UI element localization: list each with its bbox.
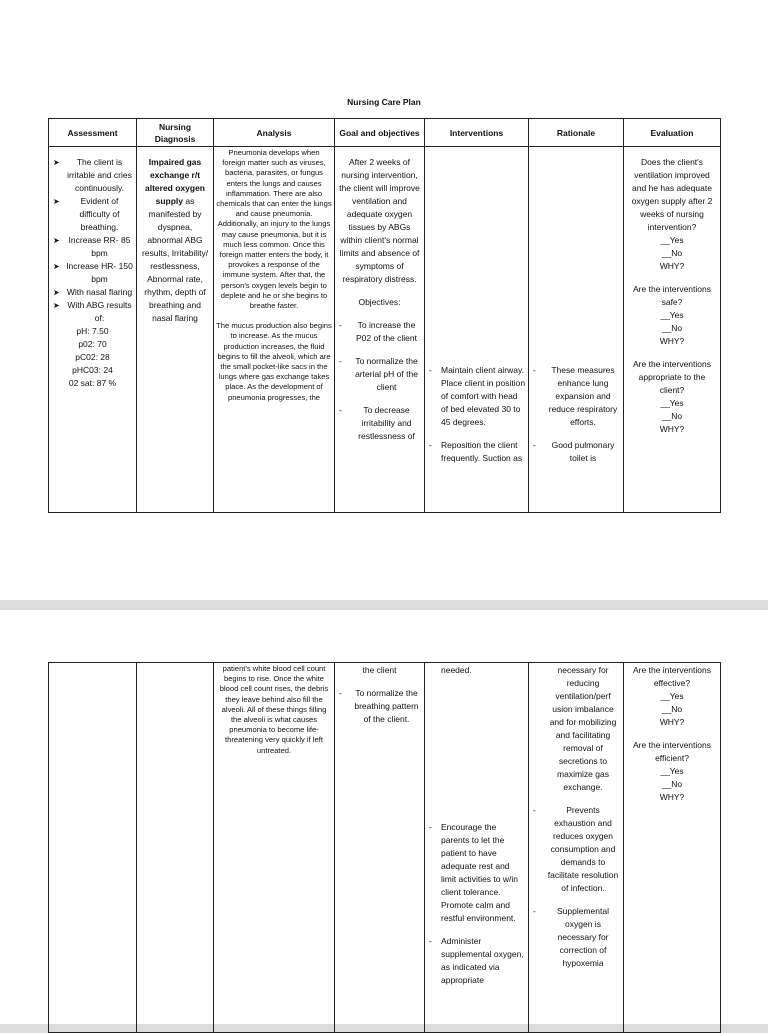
list-item: - Maintain client airway. Place client in position of comfort with head of bed elevated 30 to 45 degrees. [429, 365, 526, 427]
diagnosis-manifestations: as manifested by dyspnea, abnormal ABG results, Irritability/ restlessness, Abnormal rate, rhythm, depth of breathing and nasal flaring [141, 196, 209, 323]
header-interventions: Interventions [425, 119, 529, 147]
header-nursing-diagnosis: Nursing Diagnosis [137, 119, 214, 147]
abg-pco2: pC02: 28 [75, 352, 110, 362]
list-item: ➤ The client is irritable and cries continuously. [53, 157, 132, 193]
list-item: - Administer supplemental oxygen, as indicated via appropriate [429, 936, 524, 985]
list-item: - These measures enhance lung expansion and reduce respiratory efforts. [533, 365, 618, 427]
evaluation-cell: Does the client's ventilation improved and he has adequate oxygen supply after 2 weeks of nursing intervention? __Yes __No WHY? Are the interventions safe? __Yes __No WHY? Are the interventions appropriate to the client? __Yes __No WHY? [624, 147, 721, 513]
evaluation-question-3: Are the interventions appropriate to the client? [633, 359, 711, 395]
arrowhead-bullet-icon: ➤ [53, 197, 60, 206]
goal-cell [335, 147, 425, 513]
header-goal-objectives: Goal and objectives [335, 119, 425, 147]
header-assessment: Assessment [49, 119, 137, 147]
arrowhead-bullet-icon: ➤ [53, 236, 60, 245]
header-row [49, 119, 721, 147]
arrowhead-bullet-icon: ➤ [53, 301, 60, 310]
header-evaluation: Evaluation [624, 119, 721, 147]
list-item: - Supplemental oxygen is necessary for correction of hypoxemia [533, 906, 609, 968]
evaluation-question-4: Are the interventions effective? [633, 665, 711, 688]
arrowhead-bullet-icon: ➤ [53, 262, 60, 271]
analysis-paragraph-3: patient's white blood cell count begins to rise. Once the white blood cell count rises, the debris they leave behind also fill the alveoli. All of these things filling the alveoli is what causes pneumonia to become life-threatening very quickly if left untreated. [219, 664, 329, 755]
list-item: - To normalize the arterial pH of the client [339, 356, 418, 392]
evaluation-question-2: Are the interventions safe? [633, 284, 711, 307]
list-item: - To increase the P02 of the client [339, 320, 417, 343]
list-item: - To decrease irritability and restlessness of [339, 405, 415, 441]
interventions-cell [425, 663, 529, 1033]
abg-ph: pH: 7.50 [76, 326, 109, 336]
intervention-continued: needed. [441, 665, 472, 675]
analysis-paragraph-1: Pneumonia develops when foreign matter such as viruses, bacteria, parasites, or fungus enters the lungs and causes inflammation. There are also chemicals that can enter the lungs and cause pneumonia. Additionally, an injury to the lungs may cause pneumonia, but it is much less common. Once this foreign matter enters the body, it provokes a response of the immune system. After that, the person's oxygen levels begin to deplete and he or she begins to breathe faster. [216, 148, 332, 311]
objectives-label: Objectives: [358, 297, 401, 307]
analysis-paragraph-2: The mucus production also begins to increase. As the mucus production increases, the fluid begins to fill the alveoli, which are the small pocket-like sacs in the lungs where gas exchange takes place. As the development of pneumonia progresses, the [216, 321, 332, 402]
rationale-continued: necessary for reducing ventilation/perf usion imbalance and for mobilizing and facilitating removal of secretions to maximize gas exchange. [549, 665, 617, 792]
arrowhead-bullet-icon: ➤ [53, 158, 60, 167]
care-plan-table [48, 118, 721, 513]
list-item: - To normalize the breathing pattern of the client. [339, 688, 419, 724]
table-row [49, 147, 721, 513]
list-item: ➤ With nasal flaring [53, 287, 133, 297]
diagnosis-statement: Impaired gas exchange r/t altered oxygen supply [145, 157, 205, 206]
header-rationale: Rationale [529, 119, 624, 147]
list-item: ➤ Increase HR- 150 bpm [53, 261, 133, 284]
analysis-cell [214, 663, 335, 1033]
nursing-diagnosis-cell [137, 147, 214, 513]
evaluation-question-1: Does the client's ventilation improved and he has adequate oxygen supply after 2 weeks of nursing intervention? [631, 157, 713, 232]
objective-continued: the client [362, 665, 397, 675]
analysis-cell [214, 147, 335, 513]
abg-po2: p02: 70 [78, 339, 107, 349]
abg-phco3: pHC03: 24 [72, 365, 113, 375]
list-item: - Encourage the parents to let the patient to have adequate rest and limit activities to w/in client tolerance. Promote calm and restful environment. [429, 822, 518, 923]
document-title: Nursing Care Plan [347, 97, 421, 107]
arrowhead-bullet-icon: ➤ [53, 288, 60, 297]
list-item: ➤ With ABG results of: [53, 300, 132, 323]
nursing-diagnosis-cell [137, 663, 214, 1033]
list-item: - Reposition the client frequently. Suction as [429, 440, 523, 463]
list-item: - Prevents exhaustion and reduces oxygen consumption and demands to facilitate resolution of infection. [533, 805, 619, 893]
goal-statement: After 2 weeks of nursing intervention, the client will improve ventilation and adequate oxygen tissues by ABGs within client's normal limits and absence of symptoms of respiratory distress. [339, 157, 420, 284]
header-analysis: Analysis [214, 119, 335, 147]
page-2 [0, 610, 768, 1024]
rationale-cell [529, 663, 624, 1033]
list-item: ➤ Increase RR- 85 bpm [53, 235, 131, 258]
assessment-cell [49, 663, 137, 1033]
evaluation-cell: Are the interventions effective? __Yes __No WHY? Are the interventions efficient? __Yes __No WHY? [624, 663, 721, 1033]
abg-o2-sat: 02 sat: 87 % [68, 378, 117, 388]
goal-cell [335, 663, 425, 1033]
list-item: - Good pulmonary toilet is [533, 440, 615, 463]
table-row [49, 663, 721, 1033]
evaluation-question-5: Are the interventions efficient? [633, 740, 711, 763]
interventions-cell [425, 147, 529, 513]
assessment-cell [49, 147, 137, 513]
list-item: ➤ Evident of difficulty of breathing. [53, 196, 120, 232]
rationale-cell [529, 147, 624, 513]
care-plan-table-continued [48, 662, 721, 1033]
